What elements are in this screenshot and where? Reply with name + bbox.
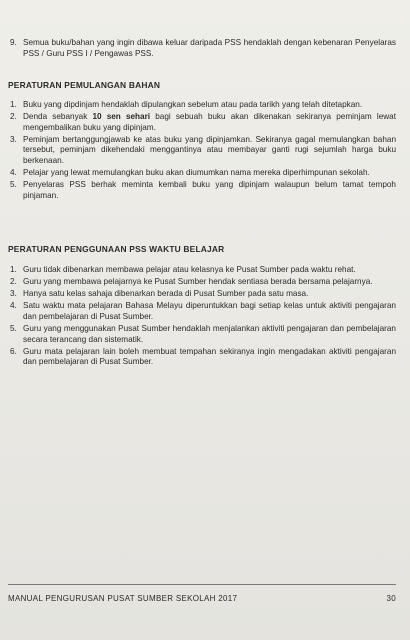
item-number: 1. xyxy=(10,265,17,274)
page-number: 30 xyxy=(386,594,396,603)
list-item xyxy=(8,112,396,133)
list-item xyxy=(8,347,396,368)
list-item xyxy=(8,301,396,322)
page-footer xyxy=(8,584,396,603)
item-number: 4. xyxy=(10,168,17,178)
item-text xyxy=(23,112,396,133)
item-number: 3. xyxy=(10,134,17,144)
list-item xyxy=(8,277,396,288)
list-item xyxy=(8,100,396,111)
item-number: 5. xyxy=(10,180,17,190)
item-text: Penyelaras PSS berhak meminta kembali buku yang dipinjam walaupun belum tamat tempoh pinjaman. xyxy=(23,180,396,200)
item-number: 5. xyxy=(10,323,17,333)
item-text: Guru yang menggunakan Pusat Sumber hendaklah menjalankan aktiviti pengajaran dan pembelajaran secara terancang dan sistematik. xyxy=(23,323,396,344)
item-number: 2. xyxy=(10,112,17,122)
item-text: Buku yang dipdinjam hendaklah dipulangkan sebelum atau pada tarikh yang telah ditetapkan. xyxy=(23,100,363,109)
fine-amount: 10 sen sehari xyxy=(92,112,151,122)
item-text: Hanya satu kelas sahaja dibenarkan berada di Pusat Sumber pada satu masa. xyxy=(23,289,309,299)
item-number: 2. xyxy=(10,277,17,287)
list-item xyxy=(8,289,396,300)
item-text-pre: Denda sebanyak xyxy=(23,112,93,122)
item-text: Peminjam bertanggungjawab ke atas buku yang dipinjamkan. Sekiranya gagal memulangkan bahan tersebut, peminjam dikehendaki menggantinya atau membayar ganti rugi sejumlah harga buku berkenaan. xyxy=(23,134,396,165)
intro-list xyxy=(8,38,396,61)
list-item xyxy=(8,324,396,345)
footer-title: MANUAL PENGURUSAN PUSAT SUMBER SEKOLAH 2017 xyxy=(8,594,238,603)
item-text: Guru tidak dibenarkan membawa pelajar atau kelasnya ke Pusat Sumber pada waktu rehat. xyxy=(23,265,356,274)
item-number: 6. xyxy=(10,346,17,356)
item-number: 4. xyxy=(10,301,17,311)
list-item xyxy=(8,180,396,201)
item-number: 9. xyxy=(10,38,17,47)
section-penggunaan xyxy=(8,244,396,369)
section-pemulangan xyxy=(8,80,396,203)
item-text: Guru yang membawa pelajarnya ke Pusat Sumber hendak sentiasa berada bersama pelajarnya. xyxy=(23,277,373,287)
item-number: 1. xyxy=(10,100,17,109)
section-heading: PERATURAN PENGGUNAAN PSS WAKTU BELAJAR xyxy=(8,244,225,254)
list-item xyxy=(8,38,396,59)
section-heading: PERATURAN PEMULANGAN BAHAN xyxy=(8,80,161,90)
item-text-post: bagi sebuah buku akan dikenakan sekiranya peminjam lewat mengembalikan buku yang dipinjam. xyxy=(23,112,396,132)
list-item xyxy=(8,135,396,167)
list-item xyxy=(8,168,396,179)
item-text: Semua buku/bahan yang ingin dibawa keluar daripada PSS hendaklah dengan kebenaran Penyelaras PSS / Guru PSS I / Pengawas PSS. xyxy=(23,38,396,58)
item-text: Pelajar yang lewat memulangkan buku akan diumumkan nama mereka diperhimpunan sekolah. xyxy=(23,168,370,178)
item-number: 3. xyxy=(10,289,17,299)
item-text: Satu waktu mata pelajaran Bahasa Melayu diperuntukkan bagi setiap kelas untuk aktiviti pengajaran dan pembelajaran di Pusat Sumber. xyxy=(23,301,396,321)
list-item xyxy=(8,265,396,276)
item-text: Guru mata pelajaran lain boleh membuat tempahan sekiranya ingin mengadakan aktiviti pengajaran dan pembelajaran di Pusat Sumber. xyxy=(23,346,396,367)
